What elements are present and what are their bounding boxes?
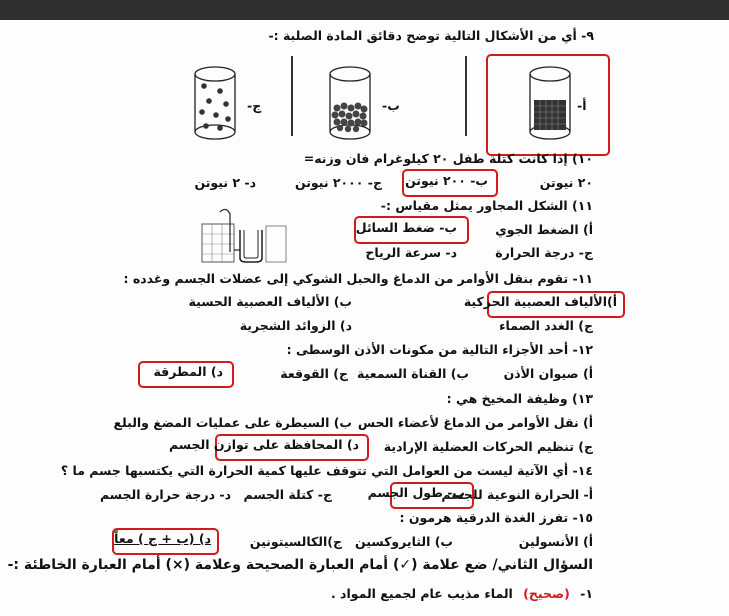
q14-title: ١٤- أي الآتية ليست من العوامل التي تتوقف عليها كمية الحرارة التي يكتسبها جسم ما ؟ — [60, 463, 593, 478]
q14-option-d: د- درجة حرارة الجسم — [99, 487, 231, 502]
statement-1 — [331, 586, 593, 602]
q11a-option-b: ب- ضغط السائل — [355, 220, 457, 235]
q9-option-a: أ- — [577, 98, 587, 113]
jar-gas-icon — [190, 64, 240, 142]
q15-option-d: د) (ب + ج ) معاً — [114, 531, 211, 546]
q12-option-b: ب) القناة السمعية — [357, 366, 469, 381]
q15-option-a: أ) الأنسولين — [518, 534, 593, 549]
q10-option-c: ج- ٢٠٠٠ نيوتن — [294, 175, 382, 190]
q14-option-b: ب- طول الجسم — [367, 485, 465, 500]
q9-divider — [465, 56, 467, 136]
q13-option-c: ج) تنظيم الحركات العضلية الإرادية — [383, 439, 593, 454]
statement-1-answer: (صحيح) — [523, 586, 570, 601]
q12-title: ١٢- أحد الأجزاء التالية من مكونات الأذن الوسطى : — [286, 342, 593, 357]
jar-solid-icon — [525, 64, 575, 142]
q12-option-c: ج) القوقعة — [280, 366, 348, 381]
q11b-option-a: أ)الألياف العصبية الحركية — [463, 294, 617, 309]
q11b-title: ١١- تقوم بنقل الأوامر من الدماغ والحبل الشوكي إلى عضلات الجسم وغدده : — [123, 271, 593, 286]
statement-1-text: الماء مذيب عام لجميع المواد . — [330, 586, 513, 601]
section2-title: السؤال الثاني/ ضع علامة (✓) أمام العبارة الصحيحة وعلامة (×) أمام العبارة الخاطئة :- — [7, 557, 593, 573]
q13-title: ١٣) وظيفة المخيخ هي : — [446, 391, 593, 406]
statement-1-number: ١- — [580, 586, 593, 601]
q10-option-d: د- ٢ نيوتن — [194, 175, 256, 190]
q15-option-c: ج)الكالسيتونين — [249, 534, 342, 549]
q11b-option-d: د) الزوائد الشجرية — [239, 318, 352, 333]
q13-option-b: ب) السيطرة على عمليات المضغ والبلع — [113, 415, 352, 430]
window-top-bar — [0, 0, 729, 20]
q15-title: ١٥- تفرز الغدة الدرقية هرمون : — [399, 510, 593, 525]
q14-option-a: أ- الحرارة النوعية للجسم — [441, 487, 593, 502]
q11a-option-d: د- سرعة الرياح — [365, 245, 457, 260]
q9-option-c: ج- — [247, 98, 262, 113]
q13-option-a: أ) نقل الأوامر من الدماغ لأعضاء الحس — [357, 415, 593, 430]
q10-option-a: ٢٠ نيوتن — [539, 175, 593, 190]
q11b-option-c: ج) الغدد الصماء — [499, 318, 593, 333]
q11a-title: ١١) الشكل المجاور يمثل مقياس :- — [380, 198, 593, 213]
q15-option-b: ب) الثايروكسين — [355, 534, 453, 549]
q12-option-a: أ) صيوان الأذن — [503, 366, 593, 381]
q11b-option-b: ب) الألياف العصبية الحسية — [188, 294, 352, 309]
q14-option-c: ج- كتلة الجسم — [243, 487, 332, 502]
q10-title: ١٠) إذا كانت كتلة طفل ٢٠ كيلوغرام فان وزنه= — [303, 151, 593, 166]
q9-title: ٩- أي من الأشكال التالية توضح دقائق المادة الصلبة :- — [268, 28, 594, 43]
q11a-option-a: أ) الضغط الجوي — [495, 222, 593, 237]
q9-divider-2 — [291, 56, 293, 136]
q10-option-b: ب- ٢٠٠ نيوتن — [405, 173, 488, 188]
exam-page — [0, 20, 729, 616]
q13-option-d: د) المحافظة على توازن الجسم — [168, 437, 359, 452]
q9-option-b: ب- — [382, 98, 400, 113]
manometer-icon — [200, 204, 290, 266]
q12-option-d: د) المطرقة — [153, 364, 223, 379]
q11a-option-c: ج- درجة الحرارة — [495, 245, 593, 260]
jar-liquid-icon — [325, 64, 375, 142]
